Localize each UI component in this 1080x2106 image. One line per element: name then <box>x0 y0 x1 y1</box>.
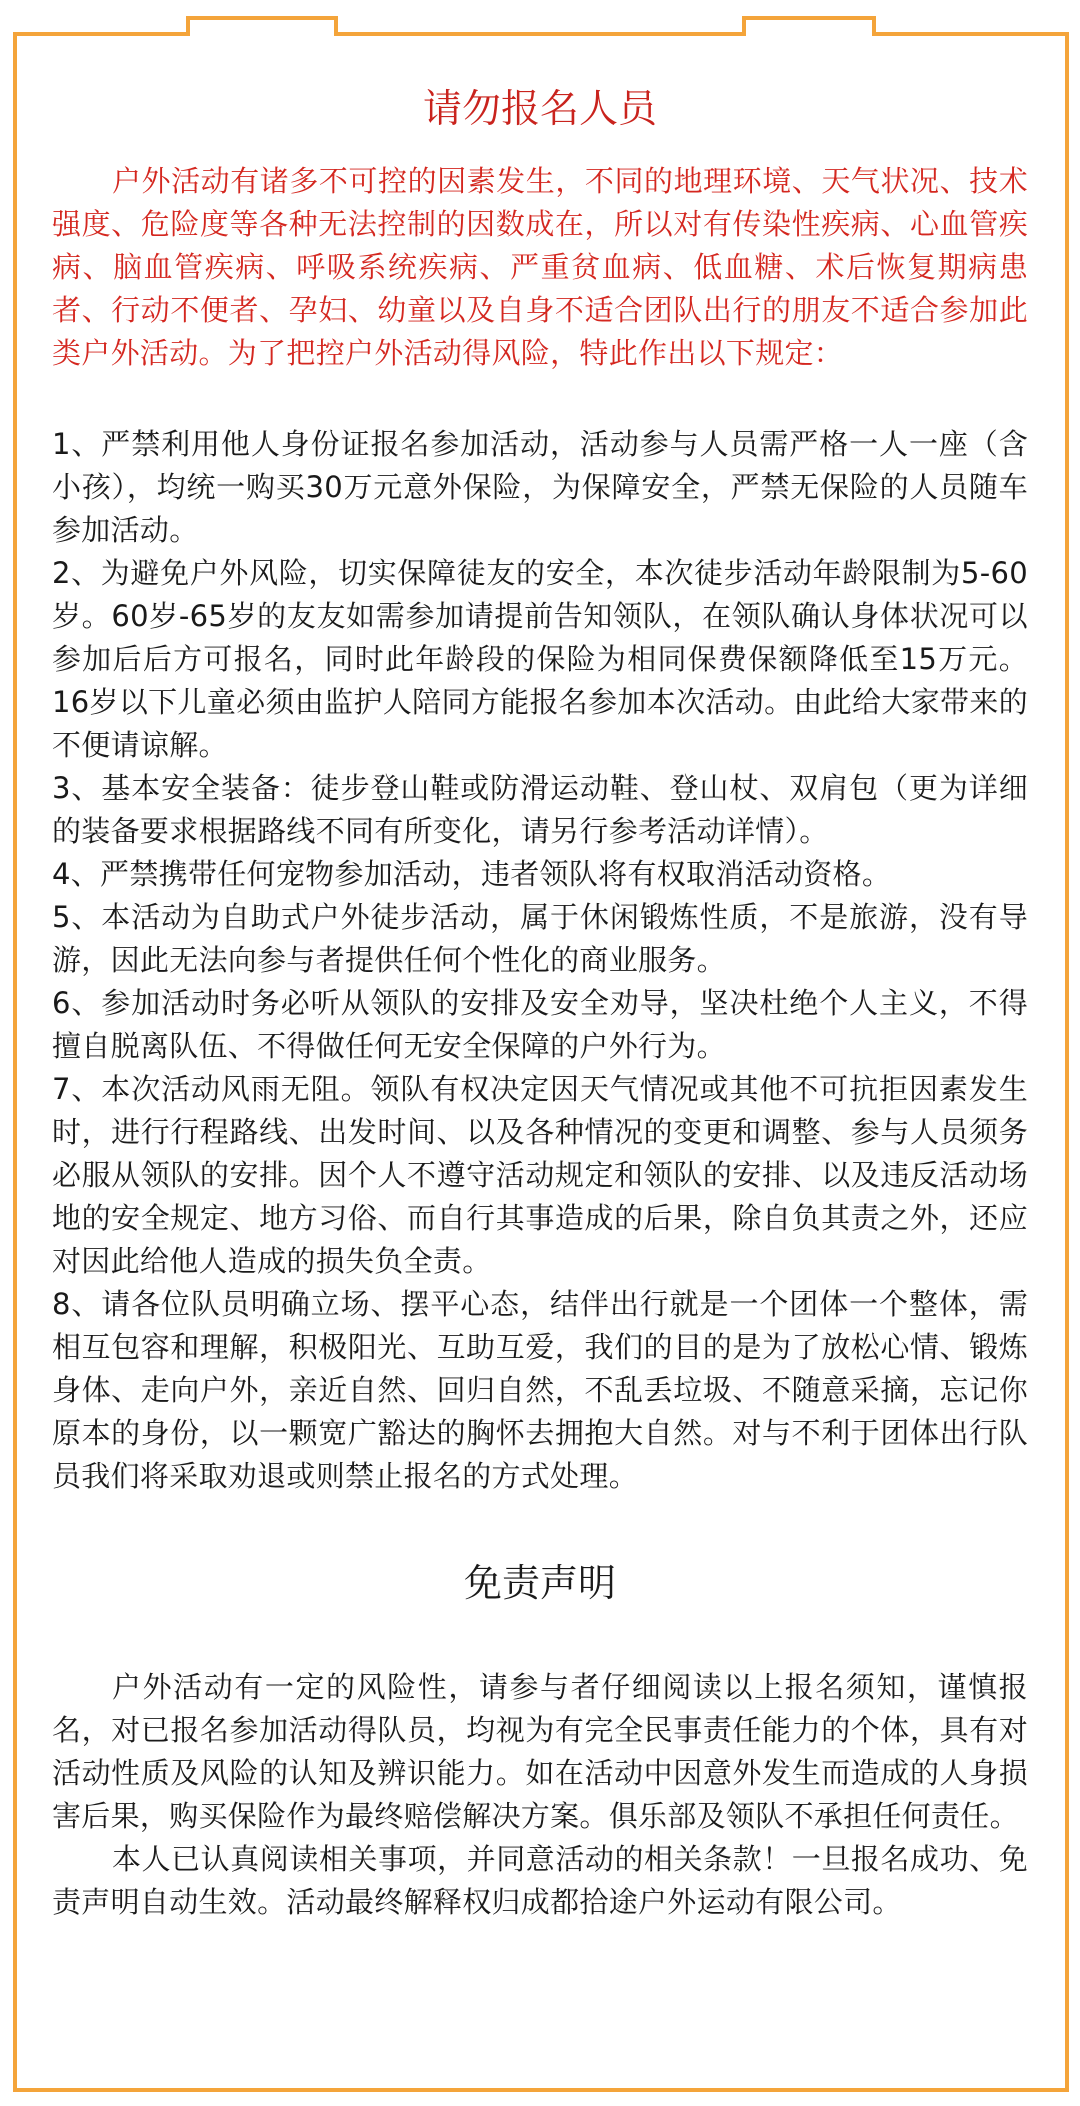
rule-item: 8、请各位队员明确立场、摆平心态，结伴出行就是一个团体一个整体，需相互包容和理解，积极阳光、互助互爱，我们的目的是为了放松心情、锻炼身体、走向户外，亲近自然、回归自然，不乱丢垃圾、不随意采摘，忘记你原本的身份，以一颗宽广豁达的胸怀去拥抱大自然。对与不利于团体出行队员我们将采取劝退或则禁止报名的方式处理。 <box>52 1287 1028 1493</box>
rule-item: 7、本次活动风雨无阻。领队有权决定因天气情况或其他不可抗拒因素发生时，进行行程路线、出发时间、以及各种情况的变更和调整、参与人员须务必服从领队的安排。因个人不遵守活动规定和领队的安排、以及违反活动场地的安全规定、地方习俗、而自行其事造成的后果，除自负其责之外，还应对因此给他人造成的损失负全责。 <box>52 1072 1028 1278</box>
notice-title: 请勿报名人员 <box>422 87 657 132</box>
rule-item: 3、基本安全装备：徒步登山鞋或防滑运动鞋、登山杖、双肩包（更为详细的装备要求根据路线不同有所变化，请另行参考活动详情）。 <box>52 771 1028 848</box>
disclaimer-paragraph: 户外活动有一定的风险性，请参与者仔细阅读以上报名须知，谨慎报名，对已报名参加活动得队员，均视为有完全民事责任能力的个体，具有对活动性质及风险的认知及辨识能力。如在活动中因意外发生而造成的人身损害后果，购买保险作为最终赔偿解决方案。俱乐部及领队不承担任何责任。 <box>52 1670 1028 1833</box>
document-content <box>52 70 1028 1924</box>
rule-item: 5、本活动为自助式户外徒步活动，属于休闲锻炼性质，不是旅游，没有导游，因此无法向参与者提供任何个性化的商业服务。 <box>52 900 1028 977</box>
rule-item: 2、为避免户外风险，切实保障徒友的安全，本次徒步活动年龄限制为5-60岁。60岁-65岁的友友如需参加请提前告知领队，在领队确认身体状况可以参加后后方可报名，同时此年龄段的保险为相同保费保额降低至15万元。16岁以下儿童必须由监护人陪同方能报名参加本次活动。由此给大家带来的不便请谅解。 <box>52 556 1028 762</box>
rule-item: 4、严禁携带任何宠物参加活动，违者领队将有权取消活动资格。 <box>52 857 892 891</box>
rule-item: 1、严禁利用他人身份证报名参加活动，活动参与人员需严格一人一座（含小孩），均统一购买30万元意外保险，为保障安全，严禁无保险的人员随车参加活动。 <box>52 427 1028 547</box>
rule-item: 6、参加活动时务必听从领队的安排及安全劝导，坚决杜绝个人主义，不得擅自脱离队伍、不得做任何无安全保障的户外行为。 <box>52 986 1028 1063</box>
rules-list <box>52 423 1028 1498</box>
disclaimer-title: 免责声明 <box>463 1561 616 1605</box>
notice-intro: 户外活动有诸多不可控的因素发生，不同的地理环境、天气状况、技术强度、危险度等各种无法控制的因数成在，所以对有传染性疾病、心血管疾病、脑血管疾病、呼吸系统疾病、严重贫血病、低血糖、术后恢复期病患者、行动不便者、孕妇、幼童以及自身不适合团队出行的朋友不适合参加此类户外活动。为了把控户外活动得风险，特此作出以下规定： <box>52 164 1028 370</box>
disclaimer-paragraph: 本人已认真阅读相关事项，并同意活动的相关条款！一旦报名成功、免责声明自动生效。活动最终解释权归成都拾途户外运动有限公司。 <box>52 1842 1028 1919</box>
